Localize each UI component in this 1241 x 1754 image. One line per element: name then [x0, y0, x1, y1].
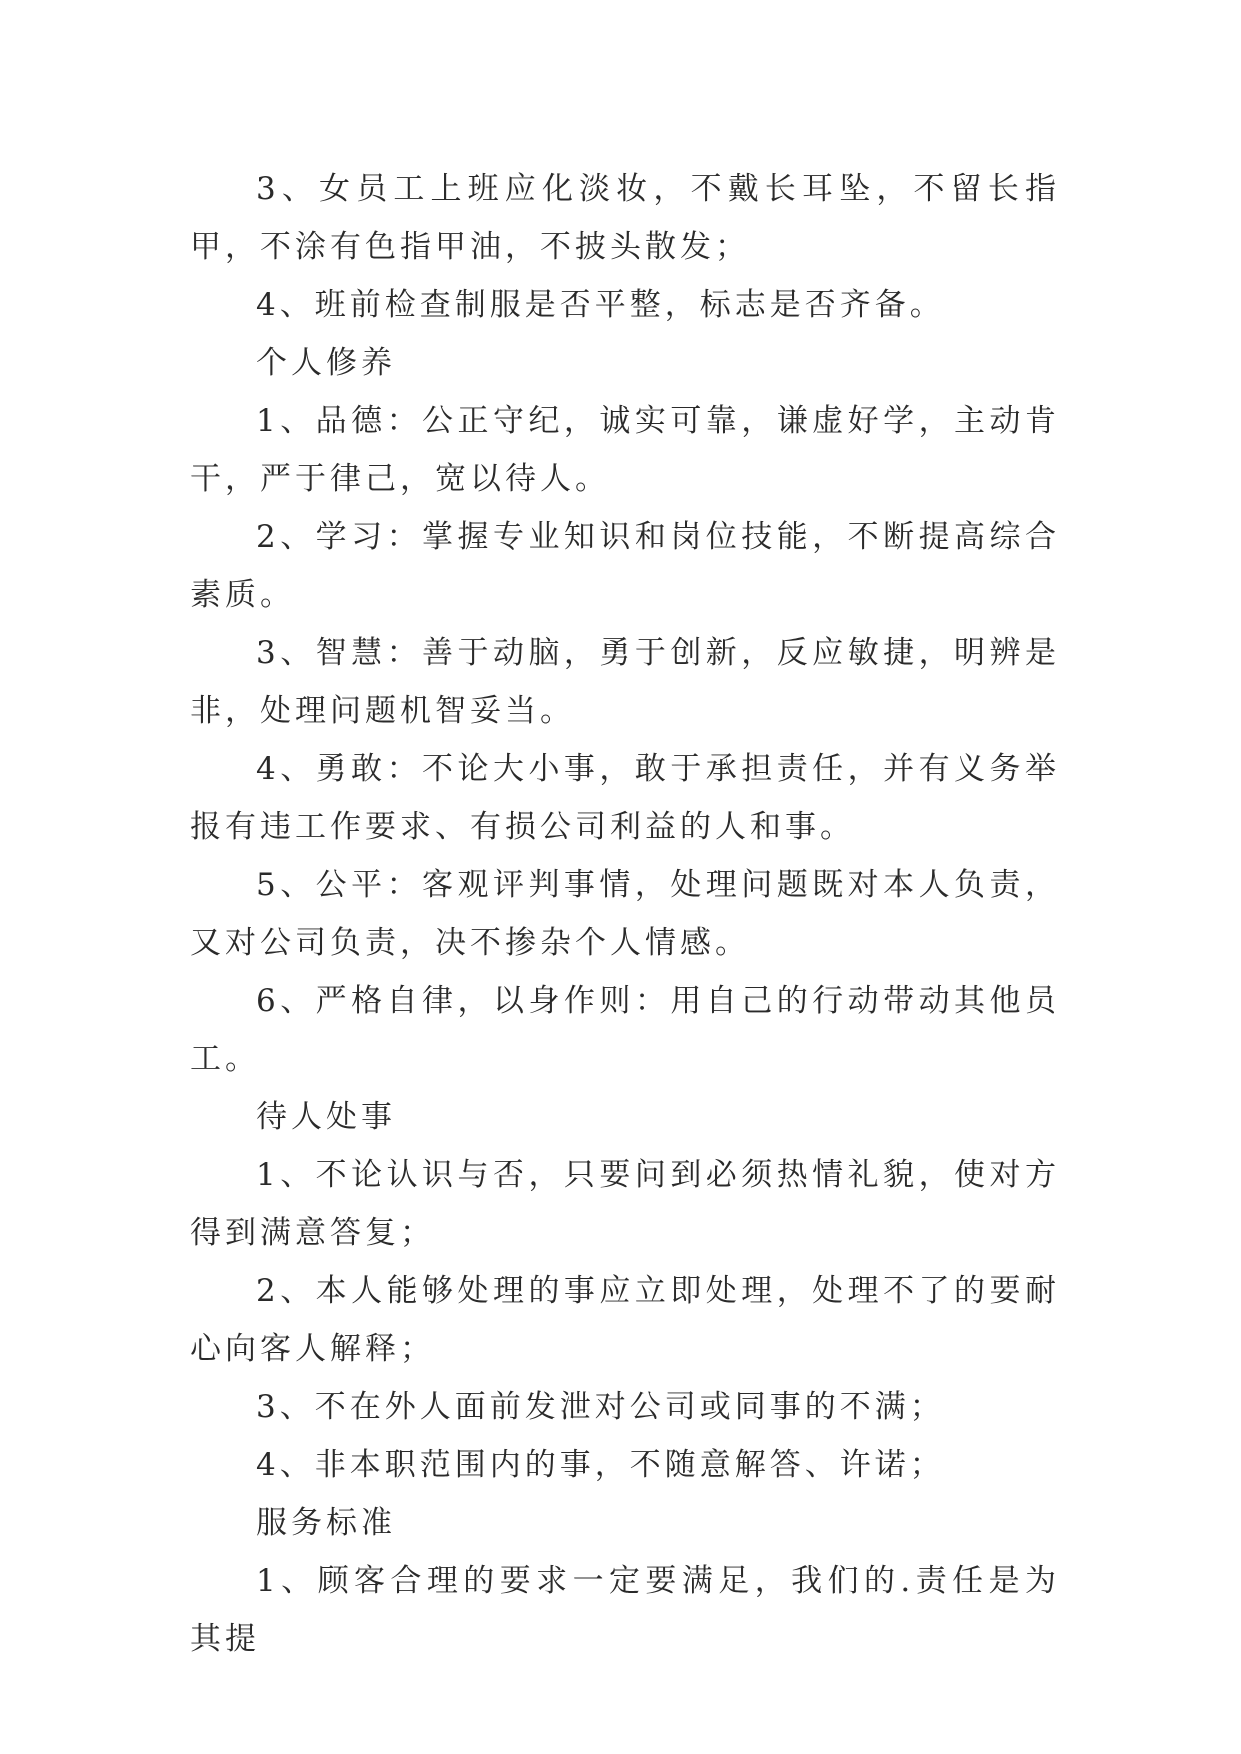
- paragraph-service-1: 1、顾客合理的要求一定要满足，我们的.责任是为其提: [190, 1563, 1060, 1657]
- section-heading-personal-cultivation: 个人修养: [256, 345, 396, 381]
- paragraph-cultivation-5: 5、公平：客观评判事情，处理问题既对本人负责，又对公司负责，决不掺杂个人情感。: [190, 867, 1060, 961]
- paragraph-treating-2: 2、本人能够处理的事应立即处理，处理不了的要耐心向客人解释；: [190, 1273, 1060, 1367]
- paragraph-cultivation-2: 2、学习：掌握专业知识和岗位技能，不断提高综合素质。: [190, 519, 1060, 613]
- paragraph-appearance-4: 4、班前检查制服是否平整，标志是否齐备。: [256, 287, 945, 323]
- paragraph-appearance-3: 3、女员工上班应化淡妆，不戴长耳坠，不留长指甲，不涂有色指甲油，不披头散发；: [190, 171, 1060, 265]
- paragraph-cultivation-1: 1、品德：公正守纪，诚实可靠，谦虚好学，主动肯干，严于律己，宽以待人。: [190, 403, 1060, 497]
- paragraph-cultivation-3: 3、智慧：善于动脑，勇于创新，反应敏捷，明辨是非，处理问题机智妥当。: [190, 635, 1060, 729]
- paragraph-treating-3: 3、不在外人面前发泄对公司或同事的不满；: [256, 1389, 945, 1425]
- paragraph-cultivation-4: 4、勇敢：不论大小事，敢于承担责任，并有义务举报有违工作要求、有损公司利益的人和事。: [190, 751, 1060, 845]
- paragraph-treating-4: 4、非本职范围内的事，不随意解答、许诺；: [256, 1447, 945, 1483]
- document-page: [190, 160, 1060, 1668]
- section-heading-treating-people: 待人处事: [256, 1099, 396, 1135]
- section-heading-service-standard: 服务标准: [256, 1505, 396, 1541]
- paragraph-treating-1: 1、不论认识与否，只要问到必须热情礼貌，使对方得到满意答复；: [190, 1157, 1060, 1251]
- paragraph-cultivation-6: 6、严格自律，以身作则：用自己的行动带动其他员工。: [190, 983, 1060, 1077]
